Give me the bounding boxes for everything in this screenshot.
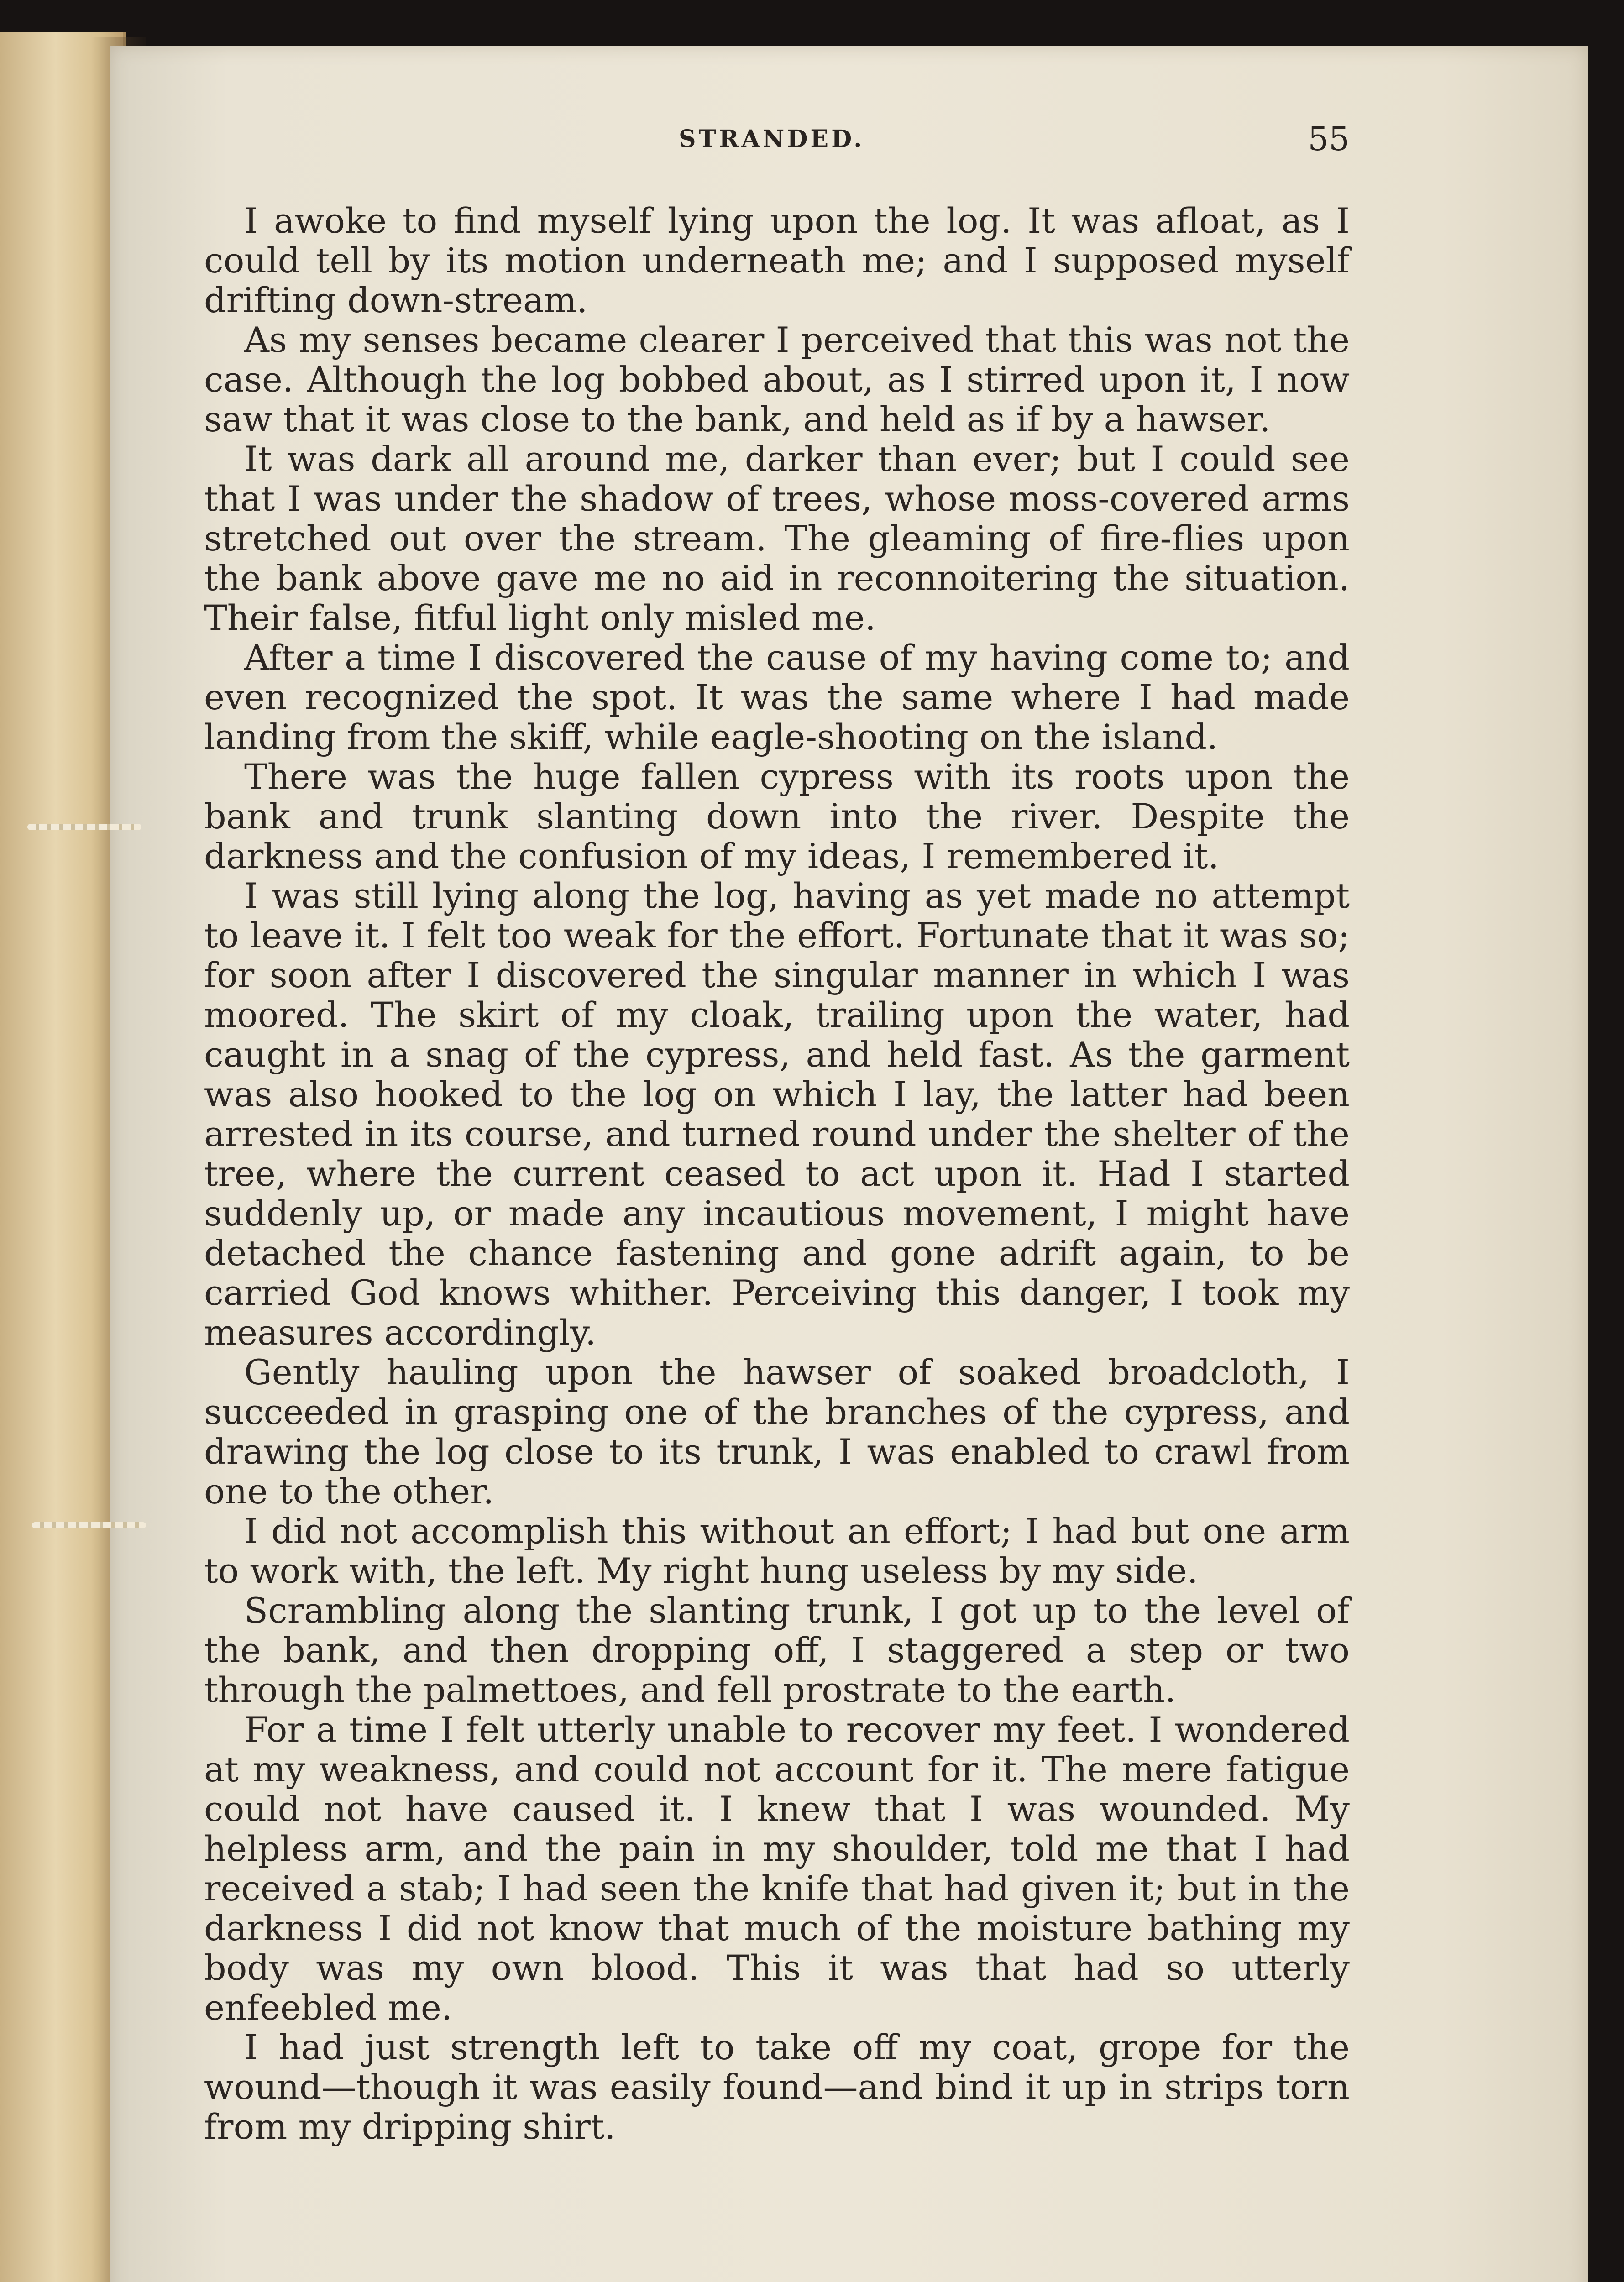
paragraph: There was the huge fallen cypress with its roots upon the bank and trunk slanting down into the river. Despite the darkness and the confusion of my ideas, I remembered it. xyxy=(204,756,1350,876)
paragraph: For a time I felt utterly unable to recover my feet. I wondered at my weakness, and could not account for it. The mere fatigue could not have caused it. I knew that I was wounded. My helpless arm, and the pain in my shoulder, told me that I had received a stab; I had seen the knife that had given it; but in the darkness I did not know that much of the moisture bathing my body was my own blood. This it was that had so utterly enfeebled me. xyxy=(204,1709,1350,2028)
paragraph: It was dark all around me, darker than ever; but I could see that I was under the shadow of trees, whose moss-covered arms stretched out over the stream. The gleaming of fire-flies upon the bank above gave me no aid in reconnoitering the situation. Their false, fitful light only misled me. xyxy=(204,439,1350,638)
binding-thread xyxy=(32,1522,146,1528)
paragraph: I had just strength left to take off my coat, grope for the wound—though it was easily found—and bind it up in strips torn from my dripping shirt. xyxy=(204,2027,1350,2147)
paragraph: I awoke to find myself lying upon the log. It was afloat, as I could tell by its motion underneath me; and I supposed myself drifting down-stream. xyxy=(204,200,1350,320)
paragraph: I was still lying along the log, having as yet made no attempt to leave it. I felt too weak for the effort. Fortunate that it was so; for soon after I discovered the singular manner in which I was moored. The skirt of my cloak, trailing upon the water, had caught in a snag of the cypress, and held fast. As the garment was also hooked to the log on which I lay, the latter had been arrested in its course, and turned round under the shelter of the tree, where the current ceased to act upon it. Had I started suddenly up, or made any incautious movement, I might have detached the chance fastening and gone adrift again, to be carried God knows whither. Perceiving this danger, I took my measures accordingly. xyxy=(204,875,1350,1353)
paragraph: After a time I discovered the cause of my having come to; and even recognized the spot. It was the same where I had made landing from the skiff, while eagle-shooting on the island. xyxy=(204,637,1350,757)
paragraph: As my senses became clearer I perceived that this was not the case. Although the log bobbed about, as I stirred upon it, I now saw that it was close to the bank, and held as if by a hawser. xyxy=(204,319,1350,440)
page-body xyxy=(204,201,1350,2146)
paragraph: Gently hauling upon the hawser of soaked broadcloth, I succeeded in grasping one of the branches of the cypress, and drawing the log close to its trunk, I was enabled to crawl from one to the other. xyxy=(204,1352,1350,1512)
running-title: STRANDED. xyxy=(679,125,865,153)
page-number: 55 xyxy=(1308,120,1350,158)
paragraph: I did not accomplish this without an effort; I had but one arm to work with, the left. My right hung useless by my side. xyxy=(204,1511,1350,1591)
paragraph: Scrambling along the slanting trunk, I got up to the level of the bank, and then dropping off, I staggered a step or two through the palmettoes, and fell prostrate to the earth. xyxy=(204,1590,1350,1710)
binding-thread xyxy=(27,824,141,830)
page-header xyxy=(204,120,1350,161)
